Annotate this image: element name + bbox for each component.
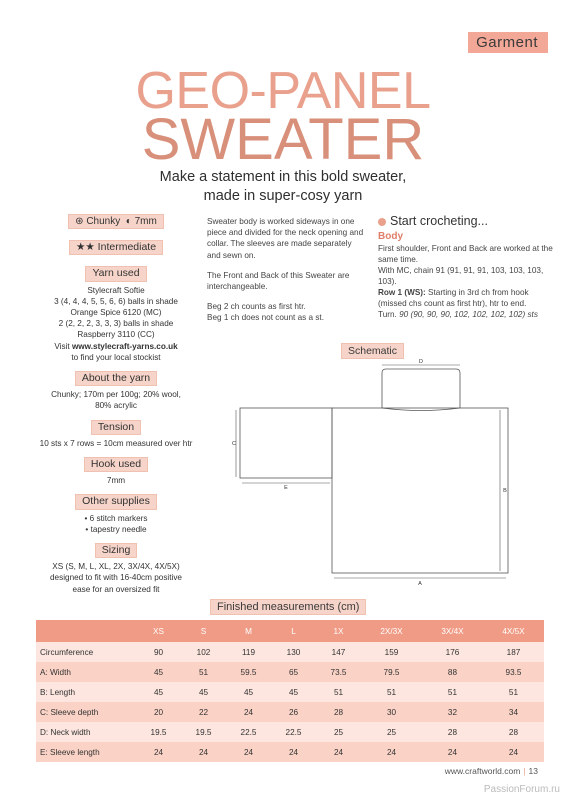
table-header-row xyxy=(36,620,544,642)
section-tag: Garment xyxy=(468,32,548,53)
visit-line xyxy=(10,341,222,352)
schematic-diagram xyxy=(230,355,520,590)
table-cell: 45 xyxy=(181,682,226,702)
turn-instruction xyxy=(378,309,558,320)
footer-separator: | xyxy=(523,766,526,776)
yarn-used-title: Yarn used xyxy=(85,266,146,281)
measurements-title: Finished measurements (cm) xyxy=(210,599,366,615)
header-blank xyxy=(36,620,136,642)
table-cell: 93.5 xyxy=(483,662,544,682)
sizing-line: XS (S, M, L, XL, 2X, 3X/4X, 4X/5X) xyxy=(52,562,180,572)
table-row xyxy=(36,642,544,662)
yarn-line: Stylecraft Softie xyxy=(87,285,145,295)
table-cell: 30 xyxy=(361,702,422,722)
row-text: Starting in 3rd ch from hook (missed chs count as first htr), htr to end. xyxy=(378,288,529,308)
instruction-line: First shoulder, Front and Back are worked at the same time. xyxy=(378,244,553,264)
label-b: B xyxy=(503,488,507,494)
note-paragraph: The Front and Back of this Sweater are interchangeable. xyxy=(207,270,350,292)
supply-item: • tapestry needle xyxy=(85,524,147,534)
table-cell: 24 xyxy=(483,742,544,762)
table-cell: 24 xyxy=(271,742,316,762)
table-cell: 73.5 xyxy=(316,662,361,682)
table-cell: 51 xyxy=(316,682,361,702)
about-line: Chunky; 170m per 100g; 20% wool, xyxy=(51,390,181,400)
sizing-section xyxy=(10,543,222,595)
row-label: Row 1 (WS): xyxy=(378,288,426,297)
footer-site[interactable]: www.craftworld.com xyxy=(444,766,521,776)
subtitle xyxy=(0,168,566,206)
row-label: D: Neck width xyxy=(36,722,136,742)
yarn-ball-icon: ⊛ xyxy=(75,216,84,227)
subtitle-line-1: Make a statement in this bold sweater, xyxy=(159,169,407,185)
weight-label: Chunky xyxy=(86,216,121,227)
sizing-line: ease for an oversized fit xyxy=(72,584,160,594)
header-size: 1X xyxy=(316,620,361,642)
schematic-title: Schematic xyxy=(341,343,404,359)
hook-section xyxy=(10,457,222,486)
table-cell: 187 xyxy=(483,642,544,662)
table-cell: 24 xyxy=(181,742,226,762)
title-line-1: GEO-PANEL xyxy=(135,62,431,120)
body-outline xyxy=(332,408,508,573)
table-cell: 24 xyxy=(422,742,483,762)
table-cell: 25 xyxy=(316,722,361,742)
table-cell: 22 xyxy=(181,702,226,722)
watermark: PassionForum.ru xyxy=(483,784,560,795)
collar-outline xyxy=(382,369,460,408)
table-cell: 19.5 xyxy=(136,722,181,742)
row-instruction xyxy=(378,287,558,309)
table-cell: 45 xyxy=(136,682,181,702)
visit-url[interactable]: www.stylecraft-yarns.co.uk xyxy=(71,341,178,351)
table-cell: 26 xyxy=(271,702,316,722)
header-size: M xyxy=(226,620,271,642)
yarn-line: Orange Spice 6120 (MC) xyxy=(70,308,162,318)
body-heading: Body xyxy=(378,231,403,242)
label-e: E xyxy=(284,485,288,491)
tension-title: Tension xyxy=(91,420,141,435)
table-cell: 51 xyxy=(483,682,544,702)
table-cell: 147 xyxy=(316,642,361,662)
table-cell: 22.5 xyxy=(271,722,316,742)
page-number: 13 xyxy=(528,766,538,776)
row-label: B: Length xyxy=(36,682,136,702)
weight-badge xyxy=(68,214,164,229)
about-yarn-section xyxy=(10,371,222,412)
table-cell: 51 xyxy=(361,682,422,702)
about-yarn-title: About the yarn xyxy=(75,371,157,386)
supplies-section xyxy=(10,494,222,535)
note-line: Beg 1 ch does not count as a st. xyxy=(207,313,324,323)
table-row xyxy=(36,722,544,742)
table-cell: 24 xyxy=(361,742,422,762)
weight-row xyxy=(10,214,222,232)
table-cell: 25 xyxy=(361,722,422,742)
table-cell: 45 xyxy=(271,682,316,702)
table-cell: 90 xyxy=(136,642,181,662)
sizing-title: Sizing xyxy=(95,543,138,558)
label-a: A xyxy=(418,581,422,587)
table-cell: 176 xyxy=(422,642,483,662)
hook-title: Hook used xyxy=(84,457,148,472)
table-cell: 88 xyxy=(422,662,483,682)
note-line: Beg 2 ch counts as first htr. xyxy=(207,302,306,312)
subtitle-line-2: made in super-cosy yarn xyxy=(203,188,363,204)
table-row xyxy=(36,702,544,722)
flower-icon xyxy=(378,218,386,226)
table-cell: 24 xyxy=(226,742,271,762)
table-cell: 32 xyxy=(422,702,483,722)
table-cell: 19.5 xyxy=(181,722,226,742)
supplies-title: Other supplies xyxy=(75,494,157,509)
table-cell: 119 xyxy=(226,642,271,662)
table-cell: 45 xyxy=(226,682,271,702)
tension-line: 10 sts x 7 rows = 10cm measured over htr xyxy=(39,438,193,448)
start-heading xyxy=(378,216,558,227)
table-cell: 24 xyxy=(136,742,181,762)
table-cell: 51 xyxy=(422,682,483,702)
row-label: A: Width xyxy=(36,662,136,682)
header-size: 3X/4X xyxy=(422,620,483,642)
table-cell: 28 xyxy=(422,722,483,742)
notes-column xyxy=(207,216,367,333)
page-footer xyxy=(445,766,538,776)
table-cell: 28 xyxy=(483,722,544,742)
note-paragraph: Sweater body is worked sideways in one piece and divided for the neck opening and collar. The sleeves are made separately and sewn on. xyxy=(207,217,364,260)
table-row xyxy=(36,682,544,702)
tension-section xyxy=(10,420,222,449)
table-cell: 59.5 xyxy=(226,662,271,682)
table-cell: 34 xyxy=(483,702,544,722)
hook-icon: ◐ xyxy=(125,216,132,227)
row-label: Circumference xyxy=(36,642,136,662)
measurements-table xyxy=(36,620,544,762)
hook-line: 7mm xyxy=(106,476,126,486)
turn-text: Turn. xyxy=(378,310,400,319)
table-cell: 24 xyxy=(316,742,361,762)
instruction-line: With MC, chain 91 (91, 91, 91, 103, 103, 103, 103). xyxy=(378,266,544,286)
row-label: E: Sleeve length xyxy=(36,742,136,762)
table-cell: 130 xyxy=(271,642,316,662)
hook-size-label: 7mm xyxy=(134,216,157,227)
table-cell: 51 xyxy=(181,662,226,682)
start-heading-text: Start crocheting... xyxy=(390,214,488,228)
sizing-line: designed to fit with 16-40cm positive xyxy=(50,573,182,583)
header-size: S xyxy=(181,620,226,642)
row-label: C: Sleeve depth xyxy=(36,702,136,722)
yarn-used-section xyxy=(10,266,222,363)
visit-suffix: to find your local stockist xyxy=(71,352,161,362)
yarn-line: 2 (2, 2, 2, 3, 3, 3) balls in shade xyxy=(58,319,174,329)
supply-item: • 6 stitch markers xyxy=(84,513,148,523)
table-cell: 20 xyxy=(136,702,181,722)
table-cell: 28 xyxy=(316,702,361,722)
level-badge: ★★ Intermediate xyxy=(69,240,163,255)
table-cell: 65 xyxy=(271,662,316,682)
visit-prefix: Visit xyxy=(54,341,70,351)
table-cell: 102 xyxy=(181,642,226,662)
header-size: 4X/5X xyxy=(483,620,544,642)
table-cell: 24 xyxy=(226,702,271,722)
stitch-count: 90 (90, 90, 90, 102, 102, 102, 102) sts xyxy=(399,310,538,319)
about-line: 80% acrylic xyxy=(95,401,137,411)
header-size: 2X/3X xyxy=(361,620,422,642)
instructions-column xyxy=(378,216,558,320)
label-d: D xyxy=(419,359,423,365)
table-row xyxy=(36,742,544,762)
table-cell: 79.5 xyxy=(361,662,422,682)
yarn-line: Raspberry 3110 (CC) xyxy=(77,330,155,340)
info-column xyxy=(10,214,222,603)
sleeve-outline xyxy=(240,408,332,478)
table-cell: 159 xyxy=(361,642,422,662)
header-size: XS xyxy=(136,620,181,642)
header-size: L xyxy=(271,620,316,642)
yarn-line: 3 (4, 4, 4, 5, 5, 6, 6) balls in shade xyxy=(54,296,178,306)
table-cell: 22.5 xyxy=(226,722,271,742)
label-c: C xyxy=(232,441,236,447)
table-row xyxy=(36,662,544,682)
title-line-2: SWEATER xyxy=(141,107,425,172)
table-cell: 45 xyxy=(136,662,181,682)
